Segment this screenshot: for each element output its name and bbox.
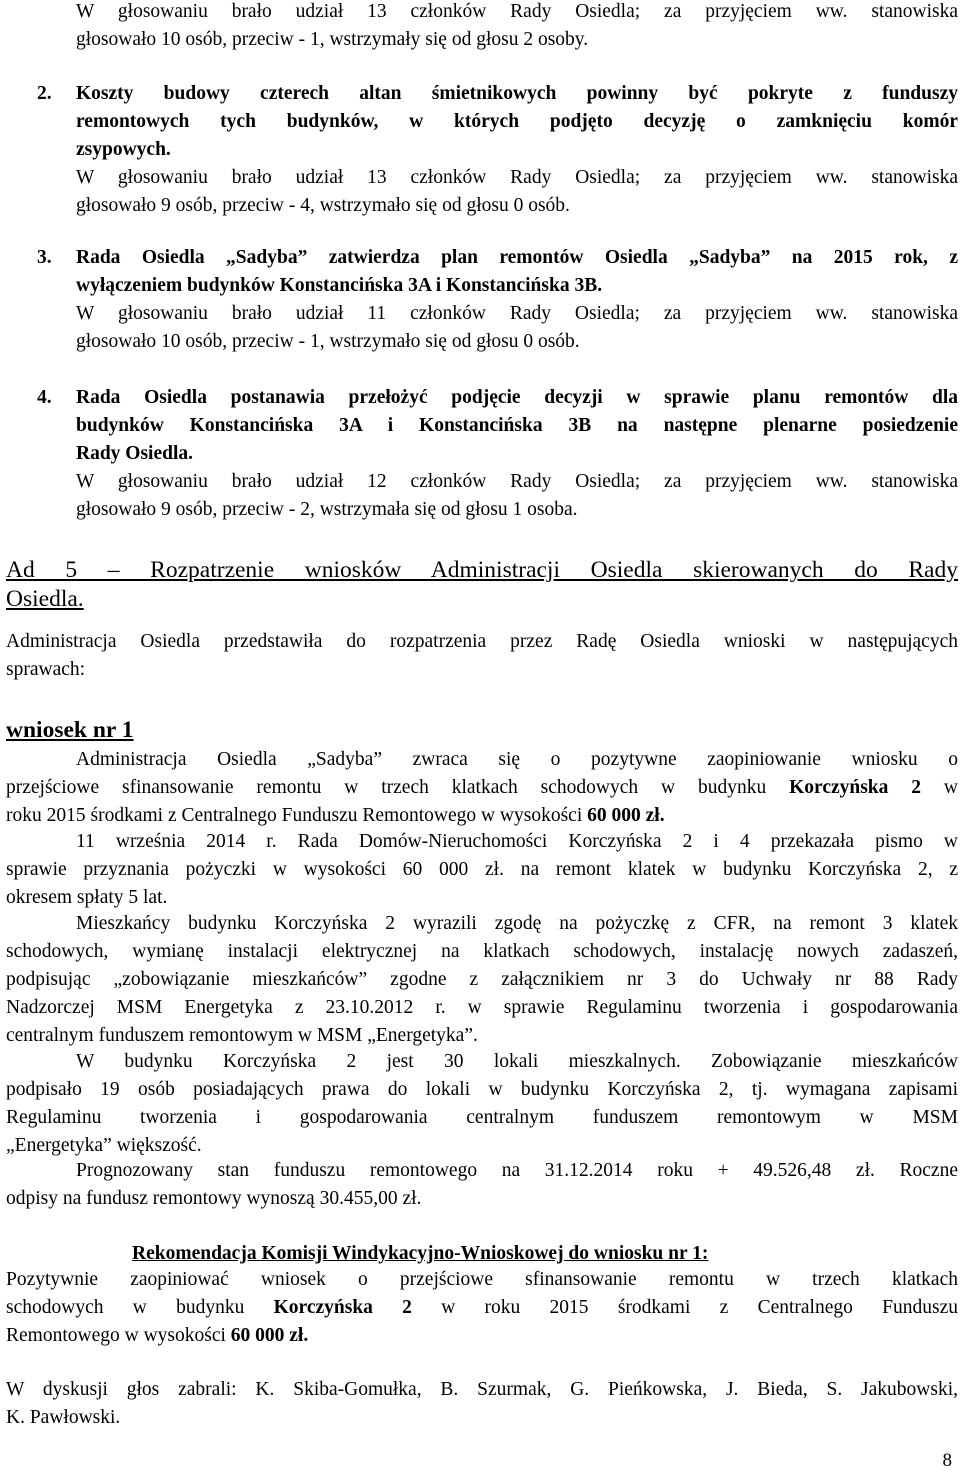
recommendation-paragraph bbox=[6, 1266, 958, 1350]
paragraph-line: Administracja Osiedla „Sadyba” zwraca się o pozytywne zaopiniowanie wniosku o bbox=[76, 749, 958, 770]
resolution-item-3 bbox=[76, 244, 958, 356]
text-run: Remontowego w wysokości bbox=[6, 1325, 231, 1346]
paragraph-line bbox=[6, 1322, 958, 1350]
paragraph-line: 11 września 2014 r. Rada Domów-Nieruchomości Korczyńska 2 i 4 przekazała pismo w bbox=[76, 831, 958, 852]
item-number: 2. bbox=[37, 83, 52, 104]
paragraph-line: podpisując „zobowiązanie mieszkańców” zgodne z załącznikiem nr 3 do Uchwały nr 88 Rady bbox=[6, 969, 958, 990]
vote-line: głosowało 9 osób, przeciw - 4, wstrzymało się od głosu 0 osób. bbox=[76, 195, 570, 216]
resolution-text: Koszty budowy czterech altan śmietnikowych powinny być pokryte z funduszy bbox=[76, 83, 958, 104]
paragraph-line bbox=[6, 802, 958, 830]
resolution-item-4 bbox=[76, 384, 958, 524]
intro-line: sprawach: bbox=[6, 659, 86, 680]
resolution-text: wyłączeniem budynków Konstancińska 3A i Konstancińska 3B. bbox=[76, 275, 603, 296]
section-heading-line: Ad 5 – Rozpatrzenie wniosków Administracji Osiedla skierowanych do Rady bbox=[6, 557, 958, 583]
building-name: Korczyńska 2 bbox=[273, 1297, 412, 1318]
wniosek-paragraph-5 bbox=[6, 1157, 958, 1213]
paragraph-line: centralnym funduszem remontowym w MSM „Energetyka”. bbox=[6, 1025, 478, 1046]
section-heading-line: Osiedla. bbox=[6, 586, 84, 612]
paragraph-line: Prognozowany stan funduszu remontowego na 31.12.2014 roku + 49.526,48 zł. Roczne bbox=[76, 1160, 958, 1181]
intro-paragraph bbox=[6, 628, 958, 684]
vote-result-item-1 bbox=[76, 0, 958, 54]
resolution-text: Rada Osiedla postanawia przełożyć podjęcie decyzji w sprawie planu remontów dla bbox=[76, 387, 958, 408]
text-run: przejściowe sfinansowanie remontu w trzech klatkach schodowych w budynku bbox=[6, 777, 790, 798]
paragraph-line bbox=[6, 1294, 958, 1322]
paragraph-line: Mieszkańcy budynku Korczyńska 2 wyrazili zgodę na pożyczkę z CFR, na remont 3 klatek bbox=[76, 913, 958, 934]
text-run: roku 2015 środkami z Centralnego Funduszu Remontowego w wysokości bbox=[6, 805, 588, 826]
paragraph-line: „Energetyka” większość. bbox=[6, 1135, 202, 1156]
paragraph-line: podpisało 19 osób posiadających prawa do lokali w budynku Korczyńska 2, tj. wymagana zapisami bbox=[6, 1079, 958, 1100]
paragraph-line: schodowych, wymianę instalacji elektrycznej na klatkach schodowych, instalację nowych zadaszeń, bbox=[6, 941, 958, 962]
recommendation-heading: Rekomendacja Komisji Windykacyjno-Wnioskowej do wniosku nr 1: bbox=[132, 1243, 709, 1264]
amount: 60 000 zł. bbox=[230, 1325, 309, 1346]
vote-line: głosowało 9 osób, przeciw - 2, wstrzymała się od głosu 1 osoba. bbox=[76, 499, 578, 520]
wniosek-paragraph-2 bbox=[6, 828, 958, 912]
vote-line: W głosowaniu brało udział 11 członków Rady Osiedla; za przyjęciem ww. stanowiska bbox=[76, 303, 958, 324]
resolution-text: zsypowych. bbox=[76, 139, 171, 160]
paragraph-line bbox=[6, 774, 958, 802]
vote-line: W głosowaniu brało udział 13 członków Rady Osiedla; za przyjęciem ww. stanowiska bbox=[76, 1, 958, 22]
resolution-text: budynków Konstancińska 3A i Konstancińska 3B na następne plenarne posiedzenie bbox=[76, 415, 958, 436]
amount: 60 000 zł. bbox=[587, 805, 665, 826]
text-run: w roku 2015 środkami z Centralnego Funduszu bbox=[411, 1297, 958, 1318]
item-number: 3. bbox=[37, 247, 52, 268]
paragraph-line: W dyskusji głos zabrali: K. Skiba-Gomułka, B. Szurmak, G. Pieńkowska, J. Bieda, S. Jakubowski, bbox=[6, 1379, 958, 1400]
text-run: schodowych w budynku bbox=[6, 1297, 274, 1318]
building-name: Korczyńska 2 bbox=[789, 777, 922, 798]
paragraph-line: K. Pawłowski. bbox=[6, 1407, 121, 1428]
resolution-text: Rada Osiedla „Sadyba” zatwierdza plan remontów Osiedla „Sadyba” na 2015 rok, z bbox=[76, 247, 958, 268]
wniosek-paragraph-3 bbox=[6, 910, 958, 1050]
item-number: 4. bbox=[37, 387, 52, 408]
paragraph-line: okresem spłaty 5 lat. bbox=[6, 887, 168, 908]
paragraph-line: Regulaminu tworzenia i gospodarowania centralnym funduszem remontowym w MSM bbox=[6, 1107, 958, 1128]
resolution-text: Rady Osiedla. bbox=[76, 443, 194, 464]
vote-line: W głosowaniu brało udział 12 członków Rady Osiedla; za przyjęciem ww. stanowiska bbox=[76, 471, 958, 492]
discussion-paragraph bbox=[6, 1376, 958, 1432]
wniosek-paragraph-1 bbox=[6, 746, 958, 830]
page-number: 8 bbox=[942, 1450, 952, 1471]
paragraph-line: Pozytywnie zaopiniować wniosek o przejściowe sfinansowanie remontu w trzech klatkach bbox=[6, 1269, 958, 1290]
wniosek-paragraph-4 bbox=[6, 1048, 958, 1160]
paragraph-line: W budynku Korczyńska 2 jest 30 lokali mieszkalnych. Zobowiązanie mieszkańców bbox=[76, 1051, 958, 1072]
wniosek-heading: wniosek nr 1 bbox=[6, 717, 134, 743]
paragraph-line: Nadzorczej MSM Energetyka z 23.10.2012 r. w sprawie Regulaminu tworzenia i gospodarowania bbox=[6, 997, 958, 1018]
section-heading-ad5 bbox=[6, 556, 958, 614]
vote-line: głosowało 10 osób, przeciw - 1, wstrzymało się od głosu 0 osób. bbox=[76, 331, 580, 352]
text-run: w bbox=[921, 777, 958, 798]
paragraph-line: odpisy na fundusz remontowy wynoszą 30.455,00 zł. bbox=[6, 1188, 422, 1209]
intro-line: Administracja Osiedla przedstawiła do rozpatrzenia przez Radę Osiedla wnioski w następujących bbox=[6, 631, 958, 652]
resolution-text: remontowych tych budynków, w których podjęto decyzję o zamknięciu komór bbox=[76, 111, 958, 132]
resolution-item-2 bbox=[76, 80, 958, 220]
vote-line: głosowało 10 osób, przeciw - 1, wstrzymały się od głosu 2 osoby. bbox=[76, 29, 589, 50]
paragraph-line: sprawie przyznania pożyczki w wysokości 60 000 zł. na remont klatek w budynku Korczyńska 2, z bbox=[6, 859, 958, 880]
vote-line: W głosowaniu brało udział 13 członków Rady Osiedla; za przyjęciem ww. stanowiska bbox=[76, 167, 958, 188]
